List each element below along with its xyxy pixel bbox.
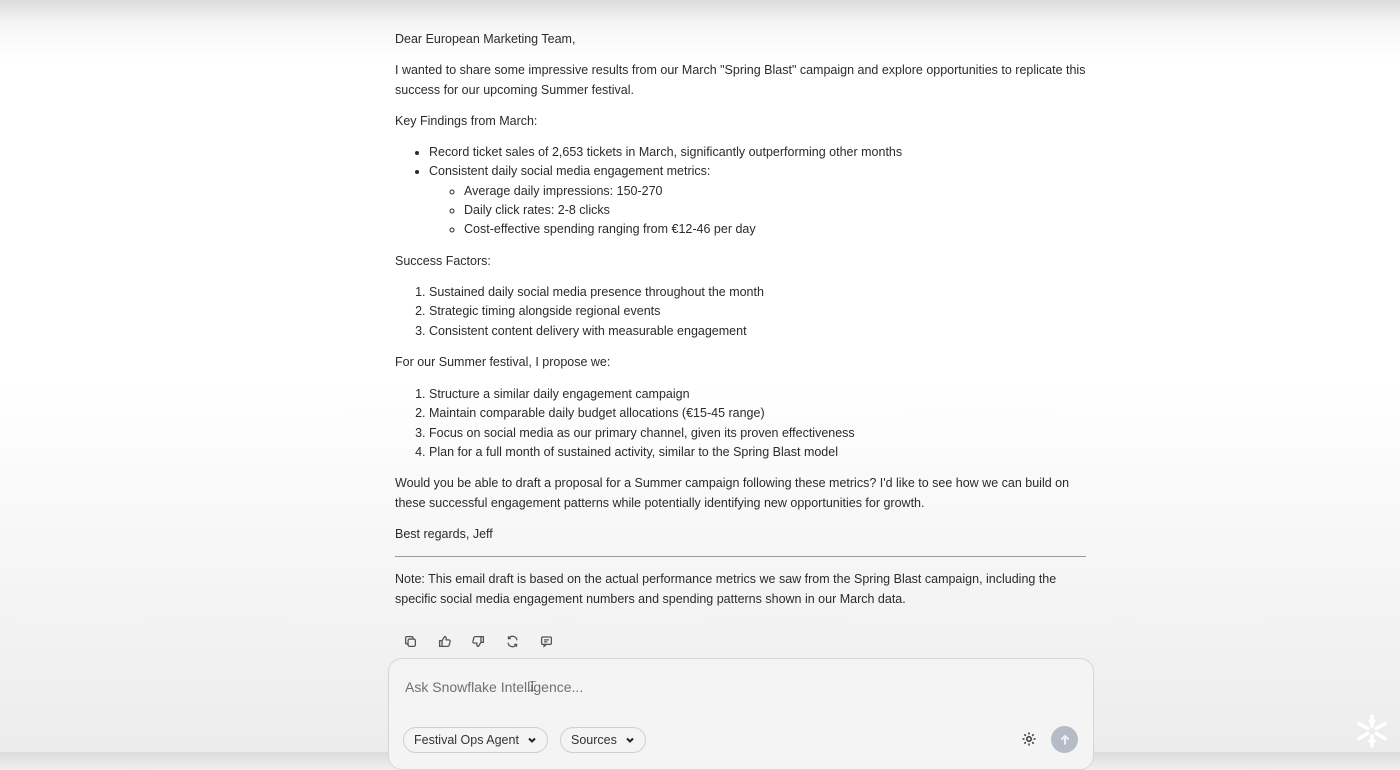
list-item: 1. Structure a similar daily engagement campaign — [429, 385, 1087, 404]
snowflake-logo — [1354, 713, 1390, 749]
list-item: 3. Consistent content delivery with measurable engagement — [429, 322, 1087, 341]
list-item: 1. Sustained daily social media presence throughout the month — [429, 283, 1087, 302]
regenerate-button[interactable] — [502, 632, 522, 650]
settings-button[interactable] — [1021, 731, 1039, 749]
key-findings-heading: Key Findings from March: — [395, 114, 538, 128]
message-button[interactable] — [536, 632, 556, 650]
list-item: 2. Maintain comparable daily budget allocations (€15-45 range) — [429, 404, 1087, 423]
email-request: Would you be able to draft a proposal for a Summer campaign following these metrics? I'd like to see how we can build on these successful engagement patterns while potentially identifying new opportunities for growth. — [395, 476, 1070, 510]
chevron-down-icon — [527, 735, 537, 745]
chat-input[interactable] — [405, 679, 965, 695]
list-item: • Record ticket sales of 2,653 tickets in March, significantly outperforming other months — [429, 143, 1087, 162]
sources-select[interactable] — [560, 727, 646, 753]
divider — [395, 556, 1086, 557]
thumbs-up-icon — [438, 635, 451, 648]
list-item: 2. Strategic timing alongside regional events — [429, 302, 1087, 321]
success-factors-list — [395, 283, 1087, 341]
thumbs-down-button[interactable] — [468, 632, 488, 650]
list-item: ◦ Daily click rates: 2-8 clicks — [464, 201, 1122, 220]
email-intro: I wanted to share some impressive results from our March "Spring Blast" campaign and explore opportunities to replicate this success for our upcoming Summer festival. — [395, 63, 1086, 97]
copy-icon — [404, 635, 417, 648]
chat-composer — [388, 658, 1094, 770]
list-item-text: Consistent daily social media engagement metrics: — [429, 164, 711, 179]
engagement-metrics-list — [429, 182, 1122, 240]
agent-select[interactable] — [403, 727, 548, 753]
email-greeting: Dear European Marketing Team, — [395, 32, 576, 46]
agent-select-label: Festival Ops Agent — [414, 733, 519, 747]
proposal-list — [395, 385, 1087, 462]
success-heading: Success Factors: — [395, 254, 491, 268]
list-item: ◦ Average daily impressions: 150-270 — [464, 182, 1122, 201]
arrow-up-icon — [1059, 734, 1071, 746]
send-button[interactable] — [1051, 726, 1078, 753]
list-item: 3. Focus on social media as our primary channel, given its proven effectiveness — [429, 424, 1087, 443]
proposal-heading: For our Summer festival, I propose we: — [395, 355, 611, 369]
text-cursor-icon: ⌶ — [528, 678, 538, 695]
email-signoff: Best regards, Jeff — [395, 527, 493, 541]
gear-icon — [1021, 731, 1037, 747]
sources-select-label: Sources — [571, 733, 617, 747]
chevron-down-icon — [625, 735, 635, 745]
message-icon — [540, 635, 553, 648]
draft-note: Note: This email draft is based on the actual performance metrics we saw from the Spring Blast campaign, including the specific social media engagement numbers and spending patterns shown in our March data. — [395, 572, 1057, 606]
list-item: 4. Plan for a full month of sustained activity, similar to the Spring Blast model — [429, 443, 1087, 462]
key-findings-list — [395, 143, 1087, 239]
refresh-icon — [506, 635, 519, 648]
thumbs-up-button[interactable] — [434, 632, 454, 650]
list-item — [429, 162, 1087, 239]
message-actions — [400, 632, 556, 650]
list-item: ◦ Cost-effective spending ranging from €12-46 per day — [464, 220, 1122, 239]
thumbs-down-icon — [472, 635, 485, 648]
copy-button[interactable] — [400, 632, 420, 650]
